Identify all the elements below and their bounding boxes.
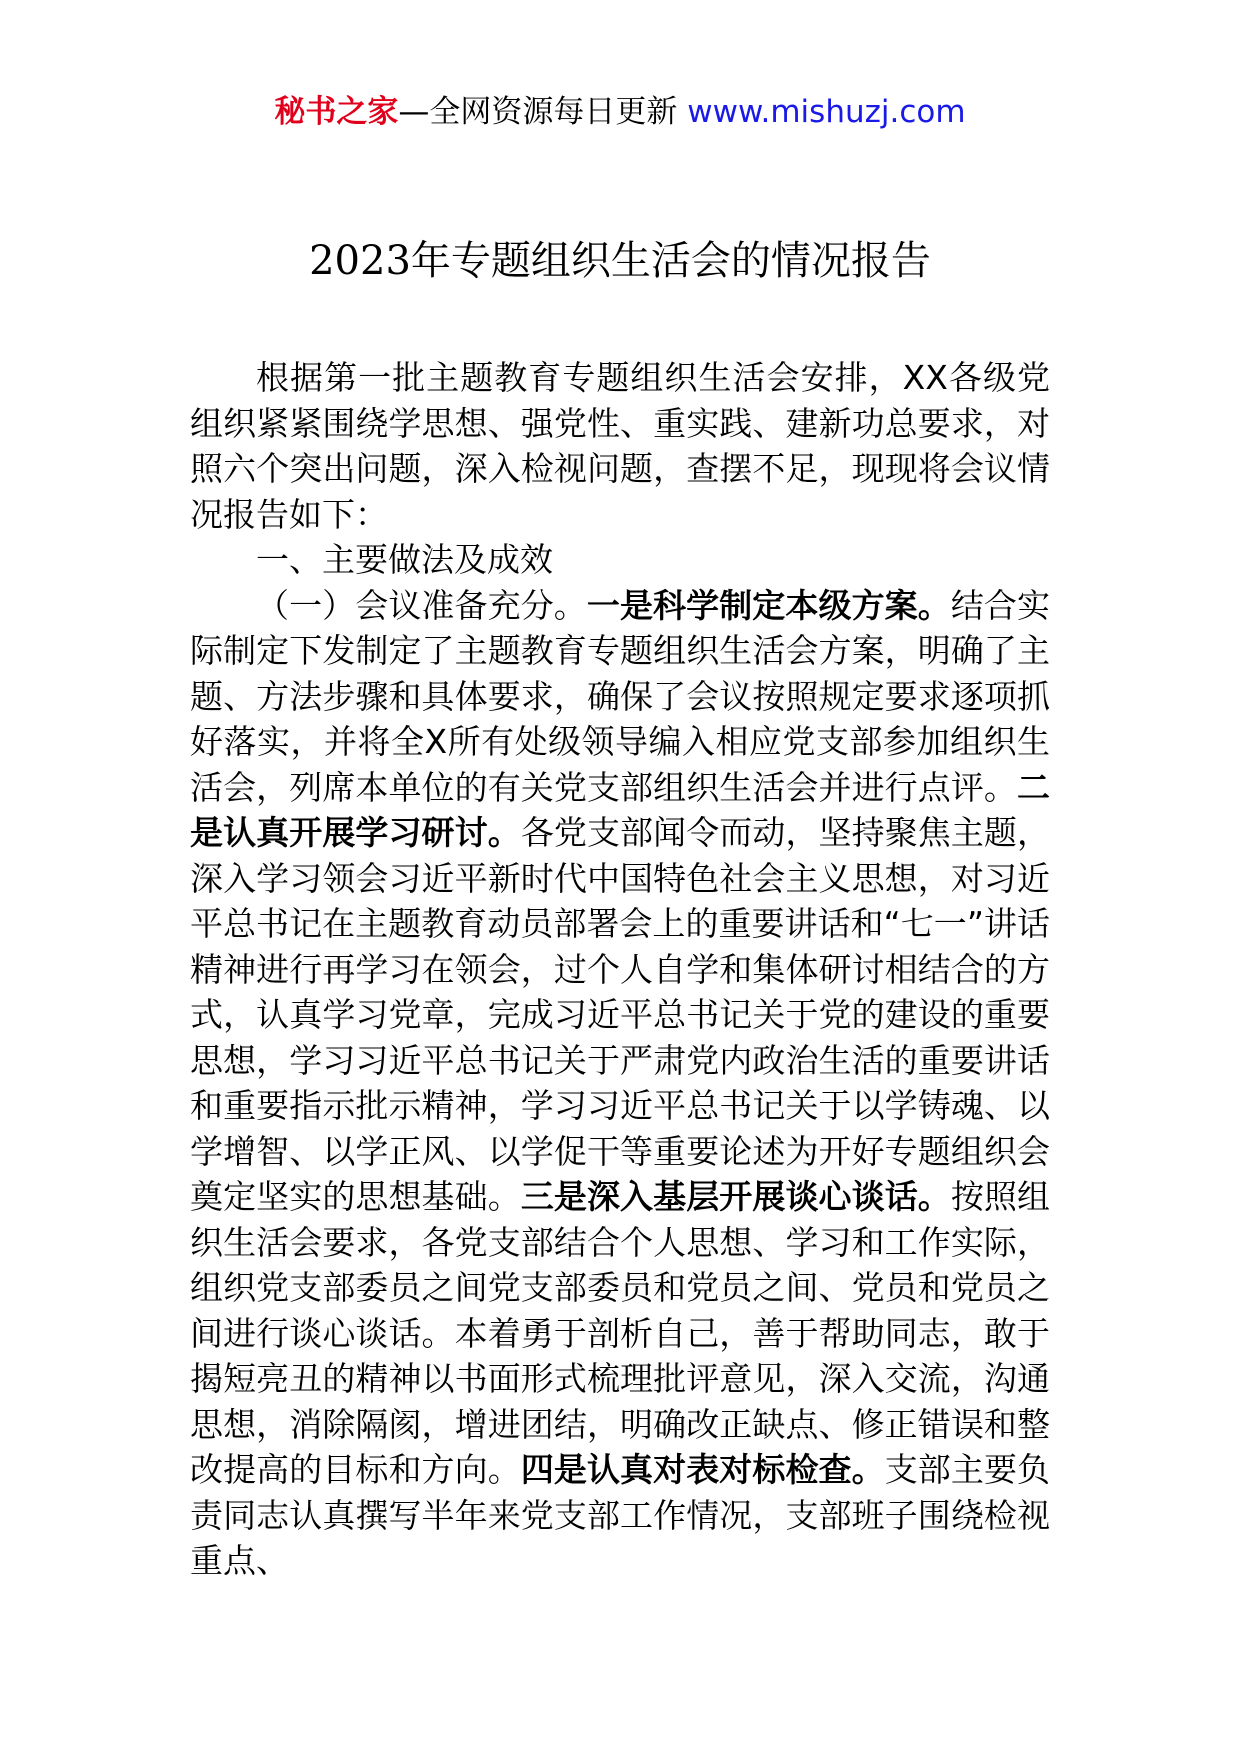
subsection-paragraph: [190, 583, 1050, 1584]
point1-text: 结合实际制定下发制定了主题教育专题组织生活会方案，明确了主题、方法步骤和具体要求，确保了会议按照规定要求逐项抓好落实，并将全X所有处级领导编入相应党支部参加组织生活会，列席本单位的有关党支部组织生活会并进行点评。: [190, 585, 1051, 807]
document-body: [190, 355, 1050, 1584]
site-url-link[interactable]: www.mishuzj.com: [687, 94, 966, 130]
point4-text: 支部主要负责同志认真撰写半年来党支部工作情况，支部班子围绕检视重点、: [190, 1450, 1051, 1580]
site-tagline: —全网资源每日更新: [398, 94, 678, 130]
site-brand: 秘书之家: [274, 94, 399, 130]
section-heading: 一、主要做法及成效: [256, 540, 553, 579]
site-header: [0, 92, 1240, 132]
point3-text: 按照组织生活会要求，各党支部结合个人思想、学习和工作实际，组织党支部委员之间党支部委员和党员之间、党员和党员之间进行谈心谈话。本着勇于剖析自己，善于帮助同志，敢于揭短亮丑的精神以书面形式梳理批评意见，深入交流，沟通思想，消除隔阂，增进团结，明确改正缺点、修正错误和整改提高的目标和方向。: [190, 1177, 1051, 1489]
point3-heading: 三是深入基层开展谈心谈话。: [520, 1177, 951, 1216]
point1-heading: 一是科学制定本级方案。: [586, 585, 951, 625]
document-title: 2023年专题组织生活会的情况报告: [309, 238, 931, 284]
point2-heading: 二是认真开展学习研讨。: [190, 767, 1050, 852]
intro-paragraph: 根据第一批主题教育专题组织生活会安排，XX各级党组织紧紧围绕学思想、强党性、重实践、建新功总要求，对照六个突出问题，深入检视问题，查摆不足，现现将会议情况报告如下：: [190, 358, 1050, 534]
subsection-lead: （一）会议准备充分。: [256, 585, 587, 625]
point4-heading: 四是认真对表对标检查。: [520, 1450, 885, 1489]
point2-text: 各党支部闻令而动，坚持聚焦主题，深入学习领会习近平新时代中国特色社会主义思想，对习近平总书记在主题教育动员部署会上的重要讲话和“七一”讲话精神进行再学习在领会，过个人自学和集体研讨相结合的方式，认真学习党章，完成习近平总书记关于党的建设的重要思想，学习习近平总书记关于严肃党内政治生活的重要讲话和重要指示批示精神，学习习近平总书记关于以学铸魂、以学增智、以学正风、以学促干等重要论述为开好专题组织会奠定坚实的思想基础。: [190, 813, 1051, 1216]
